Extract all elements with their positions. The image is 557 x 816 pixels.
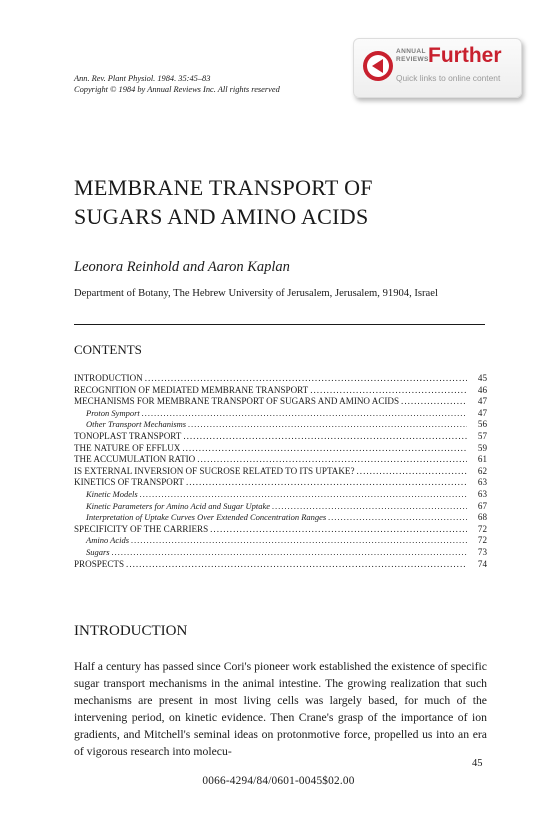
toc-entry-label: RECOGNITION OF MEDIATED MEMBRANE TRANSPORT — [74, 384, 309, 395]
toc-entry-label: THE NATURE OF EFFLUX — [74, 442, 181, 453]
badge-subtitle: Quick links to online content — [396, 73, 501, 83]
further-logo-text: Further — [428, 44, 502, 67]
toc-entry-label: INTRODUCTION — [74, 373, 143, 383]
toc-entry[interactable] — [74, 512, 487, 524]
toc-leader-dots — [126, 559, 467, 571]
copyright-line: Copyright © 1984 by Annual Reviews Inc. All rights reserved — [74, 85, 280, 94]
toc-entry[interactable] — [74, 396, 487, 408]
toc-entry-page: 56 — [477, 419, 487, 430]
toc-entry-page: 63 — [477, 488, 487, 499]
table-of-contents — [74, 373, 487, 570]
title-line: MEMBRANE TRANSPORT OF — [74, 175, 373, 200]
toc-entry[interactable] — [74, 547, 487, 559]
toc-entry-page: 68 — [477, 512, 487, 523]
toc-entry-label: KINETICS OF TRANSPORT — [74, 477, 184, 488]
toc-entry[interactable] — [74, 419, 487, 431]
toc-entry-page: 61 — [477, 454, 487, 465]
annual-reviews-logo-text — [396, 48, 429, 63]
page-number: 45 — [472, 758, 483, 769]
toc-entry[interactable] — [74, 559, 487, 571]
introduction-paragraph: Half a century has passed since Cori's pioneer work established the existence of specific sugar transport mechanisms in the animal intestine. The growing realization that such mechanisms are present in most living cells was largely based, for much of the intervening period, on kinetic evidence. Then Crane's grasp of the importance of ion gradients, and Mitchell's seminal ideas on protonmotive force, propelled us into an era of vigorous research into molecu- — [74, 660, 487, 759]
toc-entry-page: 46 — [477, 384, 487, 395]
toc-entry-label: SPECIFICITY OF THE CARRIERS — [74, 523, 209, 534]
toc-entry[interactable] — [74, 489, 487, 501]
divider — [74, 324, 485, 325]
toc-leader-dots — [310, 385, 467, 397]
toc-leader-dots — [188, 419, 467, 431]
toc-leader-dots — [182, 443, 467, 455]
toc-leader-dots — [197, 454, 467, 466]
logo-annual: ANNUAL — [396, 48, 426, 55]
toc-entry-label: MECHANISMS FOR MEMBRANE TRANSPORT OF SUGARS AND AMINO ACIDS — [74, 396, 400, 407]
toc-leader-dots — [357, 466, 467, 478]
toc-leader-dots — [140, 489, 467, 501]
toc-entry[interactable] — [74, 535, 487, 547]
toc-entry-label: PROSPECTS — [74, 558, 125, 569]
affiliation: Department of Botany, The Hebrew University of Jerusalem, Jerusalem, 91904, Israel — [74, 288, 438, 299]
toc-leader-dots — [210, 524, 467, 536]
toc-leader-dots — [142, 408, 467, 420]
toc-entry[interactable] — [74, 466, 487, 478]
toc-entry[interactable] — [74, 373, 487, 385]
toc-entry-label: Proton Symport — [86, 407, 140, 418]
toc-entry-label: THE ACCUMULATION RATIO — [74, 454, 196, 465]
toc-entry[interactable] — [74, 501, 487, 513]
toc-entry[interactable] — [74, 524, 487, 536]
toc-entry-page: 62 — [477, 465, 487, 476]
toc-entry-page: 47 — [477, 407, 487, 418]
journal-citation — [74, 73, 280, 95]
journal-citation-line: Ann. Rev. Plant Physiol. 1984. 35:45–83 — [74, 74, 211, 83]
toc-leader-dots — [401, 396, 467, 408]
toc-entry-page: 45 — [477, 373, 487, 383]
toc-leader-dots — [112, 547, 467, 559]
toc-entry-page: 67 — [477, 500, 487, 511]
toc-entry-page: 59 — [477, 442, 487, 453]
toc-entry-label: Sugars — [86, 546, 110, 557]
toc-entry-label: Kinetic Parameters for Amino Acid and Sugar Uptake — [86, 500, 271, 511]
title-line: SUGARS AND AMINO ACIDS — [74, 204, 369, 229]
contents-heading: CONTENTS — [74, 342, 142, 357]
logo-reviews: REVIEWS — [396, 55, 429, 63]
toc-entry-page: 72 — [477, 535, 487, 546]
article-code: 0066-4294/84/0601-0045$02.00 — [202, 775, 355, 787]
toc-entry[interactable] — [74, 454, 487, 466]
toc-entry[interactable] — [74, 431, 487, 443]
toc-entry-page: 72 — [477, 523, 487, 534]
toc-leader-dots — [145, 373, 467, 385]
toc-entry-label: Interpretation of Uptake Curves Over Extended Concentration Ranges — [86, 512, 327, 523]
toc-entry[interactable] — [74, 408, 487, 420]
toc-leader-dots — [183, 431, 467, 443]
toc-leader-dots — [131, 535, 467, 547]
toc-entry[interactable] — [74, 385, 487, 397]
toc-entry-page: 73 — [477, 546, 487, 557]
toc-entry[interactable] — [74, 443, 487, 455]
toc-entry-page: 47 — [477, 396, 487, 407]
authors: Leonora Reinhold and Aaron Kaplan — [74, 259, 290, 275]
article-title — [74, 173, 373, 231]
toc-entry-label: Kinetic Models — [86, 488, 138, 499]
toc-leader-dots — [186, 477, 467, 489]
back-arrow-icon — [362, 50, 394, 82]
toc-leader-dots — [328, 512, 467, 524]
annual-reviews-further-badge[interactable] — [353, 38, 522, 98]
section-heading-introduction: INTRODUCTION — [74, 623, 188, 639]
toc-entry-page: 57 — [477, 430, 487, 441]
toc-entry-label: TONOPLAST TRANSPORT — [74, 430, 182, 441]
toc-entry-label: Amino Acids — [86, 535, 130, 546]
toc-entry[interactable] — [74, 477, 487, 489]
toc-entry-label: IS EXTERNAL INVERSION OF SUCROSE RELATED TO ITS UPTAKE? — [74, 465, 355, 476]
toc-entry-label: Other Transport Mechanisms — [86, 419, 187, 430]
toc-leader-dots — [272, 501, 467, 513]
toc-entry-page: 74 — [477, 558, 487, 569]
toc-entry-page: 63 — [477, 477, 487, 488]
